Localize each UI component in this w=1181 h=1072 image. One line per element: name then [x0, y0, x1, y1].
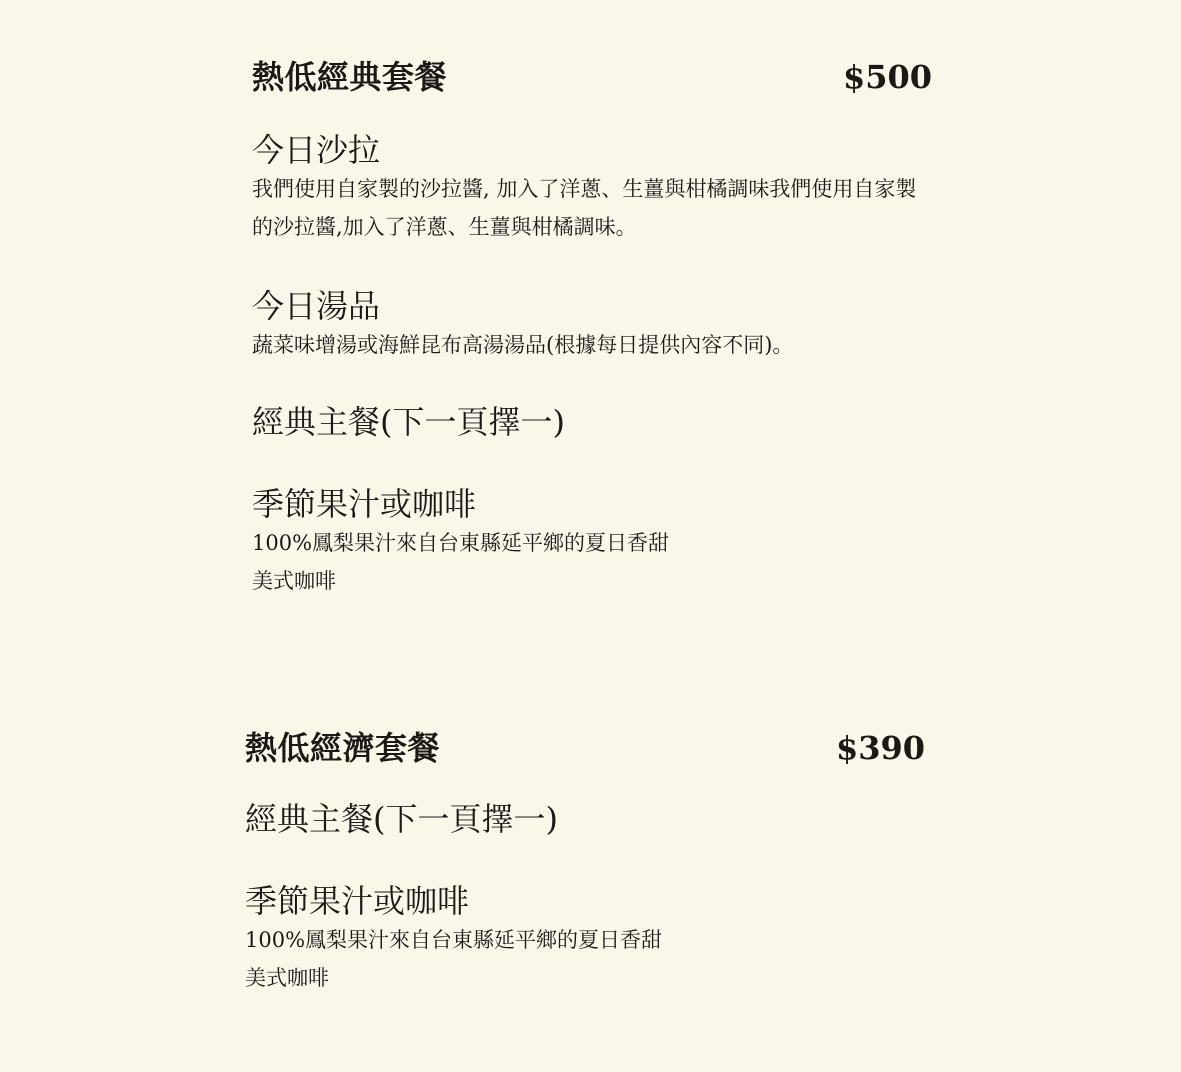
- course-main: [252, 402, 932, 442]
- section-header: [252, 52, 932, 98]
- course-name: 經典主餐(下一頁擇一): [245, 800, 558, 838]
- section-price: $500: [842, 58, 932, 96]
- menu-section-economy-set: [245, 723, 925, 1032]
- course-description-line: 美式咖啡: [245, 966, 329, 990]
- course-name: 經典主餐(下一頁擇一): [252, 403, 565, 441]
- course-soup: [252, 286, 932, 364]
- course-name: 今日湯品: [252, 287, 381, 325]
- course-name: 季節果汁或咖啡: [252, 485, 477, 523]
- course-description-line: 美式咖啡: [252, 569, 336, 593]
- course-description: 蔬菜味增湯或海鮮昆布高湯湯品(根據每日提供內容不同)。: [252, 333, 794, 357]
- course-name: 季節果汁或咖啡: [245, 882, 470, 920]
- course-drink: [252, 484, 932, 600]
- section-title: 熱低經濟套餐: [245, 729, 441, 767]
- course-name: 今日沙拉: [252, 131, 381, 169]
- section-price: $390: [835, 729, 925, 767]
- course-main: [245, 799, 925, 839]
- section-header: [245, 723, 925, 769]
- course-description-line: 100%鳳梨果汁來自台東縣延平鄉的夏日香甜: [245, 928, 663, 952]
- menu-section-classic-set: [252, 52, 932, 635]
- course-description: 我們使用自家製的沙拉醬, 加入了洋蔥、生薑與柑橘調味我們使用自家製的沙拉醬,加入了洋蔥、生薑與柑橘調味。: [252, 177, 917, 239]
- course-salad: [252, 130, 932, 246]
- course-description-line: 100%鳳梨果汁來自台東縣延平鄉的夏日香甜: [252, 531, 670, 555]
- section-title: 熱低經典套餐: [252, 58, 448, 96]
- course-drink: [245, 881, 925, 997]
